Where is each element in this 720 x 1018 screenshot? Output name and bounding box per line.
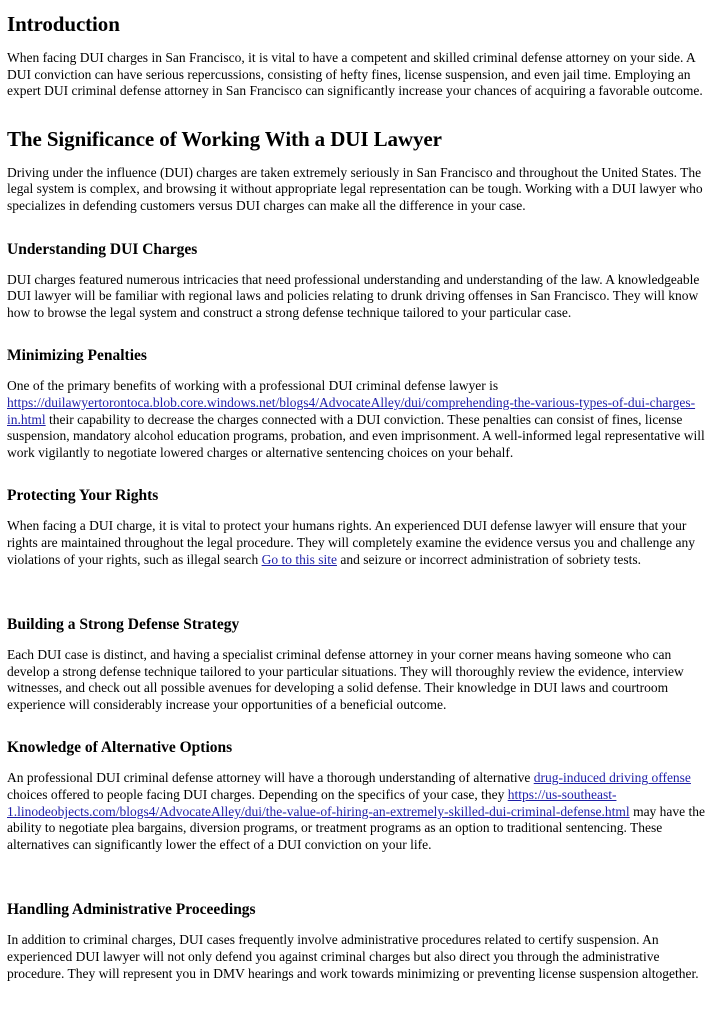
heading-protecting-your-rights: Protecting Your Rights xyxy=(7,487,159,505)
text-part-three: may have the ability to negotiate plea bargains, diversion programs, or treatment programs as an option to traditional sentencing. These alternatives can significantly lower the effect of a DUI conviction on your life. xyxy=(7,803,706,852)
heading-administrative-proceedings: Handling Administrative Proceedings xyxy=(7,901,256,919)
paragraph-minimizing-penalties xyxy=(7,378,712,461)
link-drug-induced-driving-offense[interactable]: drug-induced driving offense xyxy=(533,770,691,786)
heading-introduction: Introduction xyxy=(7,12,120,36)
paragraph-introduction: When facing DUI charges in San Francisco, it is vital to have a competent and skilled criminal defense attorney on your side. A DUI conviction can have serious repercussions, consisting of hefty fines, license suspension, and even jail time. Employing an expert DUI criminal defense attorney in San Francisco can significantly increase your chances of acquiring a favorable outcome. xyxy=(7,50,703,99)
heading-significance: The Significance of Working With a DUI Lawyer xyxy=(7,126,442,151)
text-before-link: One of the primary benefits of working with a professional DUI criminal defense lawyer is xyxy=(7,378,499,394)
paragraph-alternative-options xyxy=(7,770,712,853)
heading-alternative-options: Knowledge of Alternative Options xyxy=(7,739,233,757)
text-after-link: their capability to decrease the charges connected with a DUI conviction. These penalties can consist of fines, license suspension, mandatory alcohol education programs, probation, and even imprisonment. A well-informed legal representative will work vigilantly to negotiate lowered charges or alternative sentencing choices on your behalf. xyxy=(7,411,705,460)
paragraph-protecting-your-rights xyxy=(7,518,712,568)
text-after-link: and seizure or incorrect administration of sobriety tests. xyxy=(336,551,642,567)
paragraph-significance: Driving under the influence (DUI) charges are taken extremely seriously in San Francisco and throughout the United States. The legal system is complex, and browsing it without appropriate legal representation can be tough. Working with a DUI lawyer who specializes in defending customers versus DUI charges can make all the difference in your case. xyxy=(7,164,703,213)
paragraph-administrative-proceedings: In addition to criminal charges, DUI cases frequently involve administrative procedures related to certify suspension. An experienced DUI lawyer will not only defend you against criminal charges but also direct you through the administrative procedure. They will represent you in DMV hearings and work towards minimizing or preventing license suspension altogether. xyxy=(7,932,699,981)
text-part-two: choices offered to people facing DUI charges. Depending on the specifics of your case, they xyxy=(7,787,508,803)
link-value-of-hiring-skilled-defense[interactable]: https://us-southeast-1.linodeobjects.com/blogs4/AdvocateAlley/dui/the-value-of-hiring-an-extremely-skilled-dui-criminal-defense.html xyxy=(7,787,630,819)
text-before-link: When facing a DUI charge, it is vital to protect your humans rights. An experienced DUI defense lawyer will ensure that your rights are maintained throughout the legal procedure. They will completely examine the evidence versus you and challenge any violations of your rights, such as illegal search xyxy=(7,518,696,567)
paragraph-understanding-dui-charges: DUI charges featured numerous intricacies that need professional understanding and understanding of the law. A knowledgeable DUI lawyer will be familiar with regional laws and policies relating to drunk driving offenses in San Francisco. They will know how to browse the legal system and construct a strong defense technique tailored to your particular case. xyxy=(7,271,700,320)
heading-building-defense-strategy: Building a Strong Defense Strategy xyxy=(7,616,240,634)
heading-understanding-dui-charges: Understanding DUI Charges xyxy=(7,240,198,258)
link-dui-charges-types[interactable]: https://duilawyertorontoca.blob.core.windows.net/blogs4/AdvocateAlley/dui/comprehending-the-various-types-of-dui-charges-in.html xyxy=(7,394,696,427)
heading-minimizing-penalties: Minimizing Penalties xyxy=(7,347,147,365)
paragraph-building-defense-strategy: Each DUI case is distinct, and having a specialist criminal defense attorney in your corner means having someone who can develop a strong defense technique tailored to your particular situations. They will thoroughly review the evidence, interview witnesses, and check out all possible avenues for developing a solid defense. Their knowledge in DUI laws and courtroom experience will considerably increase your opportunities of a beneficial outcome. xyxy=(7,647,684,712)
text-part-one: An professional DUI criminal defense attorney will have a thorough understanding of alternative xyxy=(7,770,534,786)
link-go-to-this-site[interactable]: Go to this site xyxy=(261,551,337,567)
